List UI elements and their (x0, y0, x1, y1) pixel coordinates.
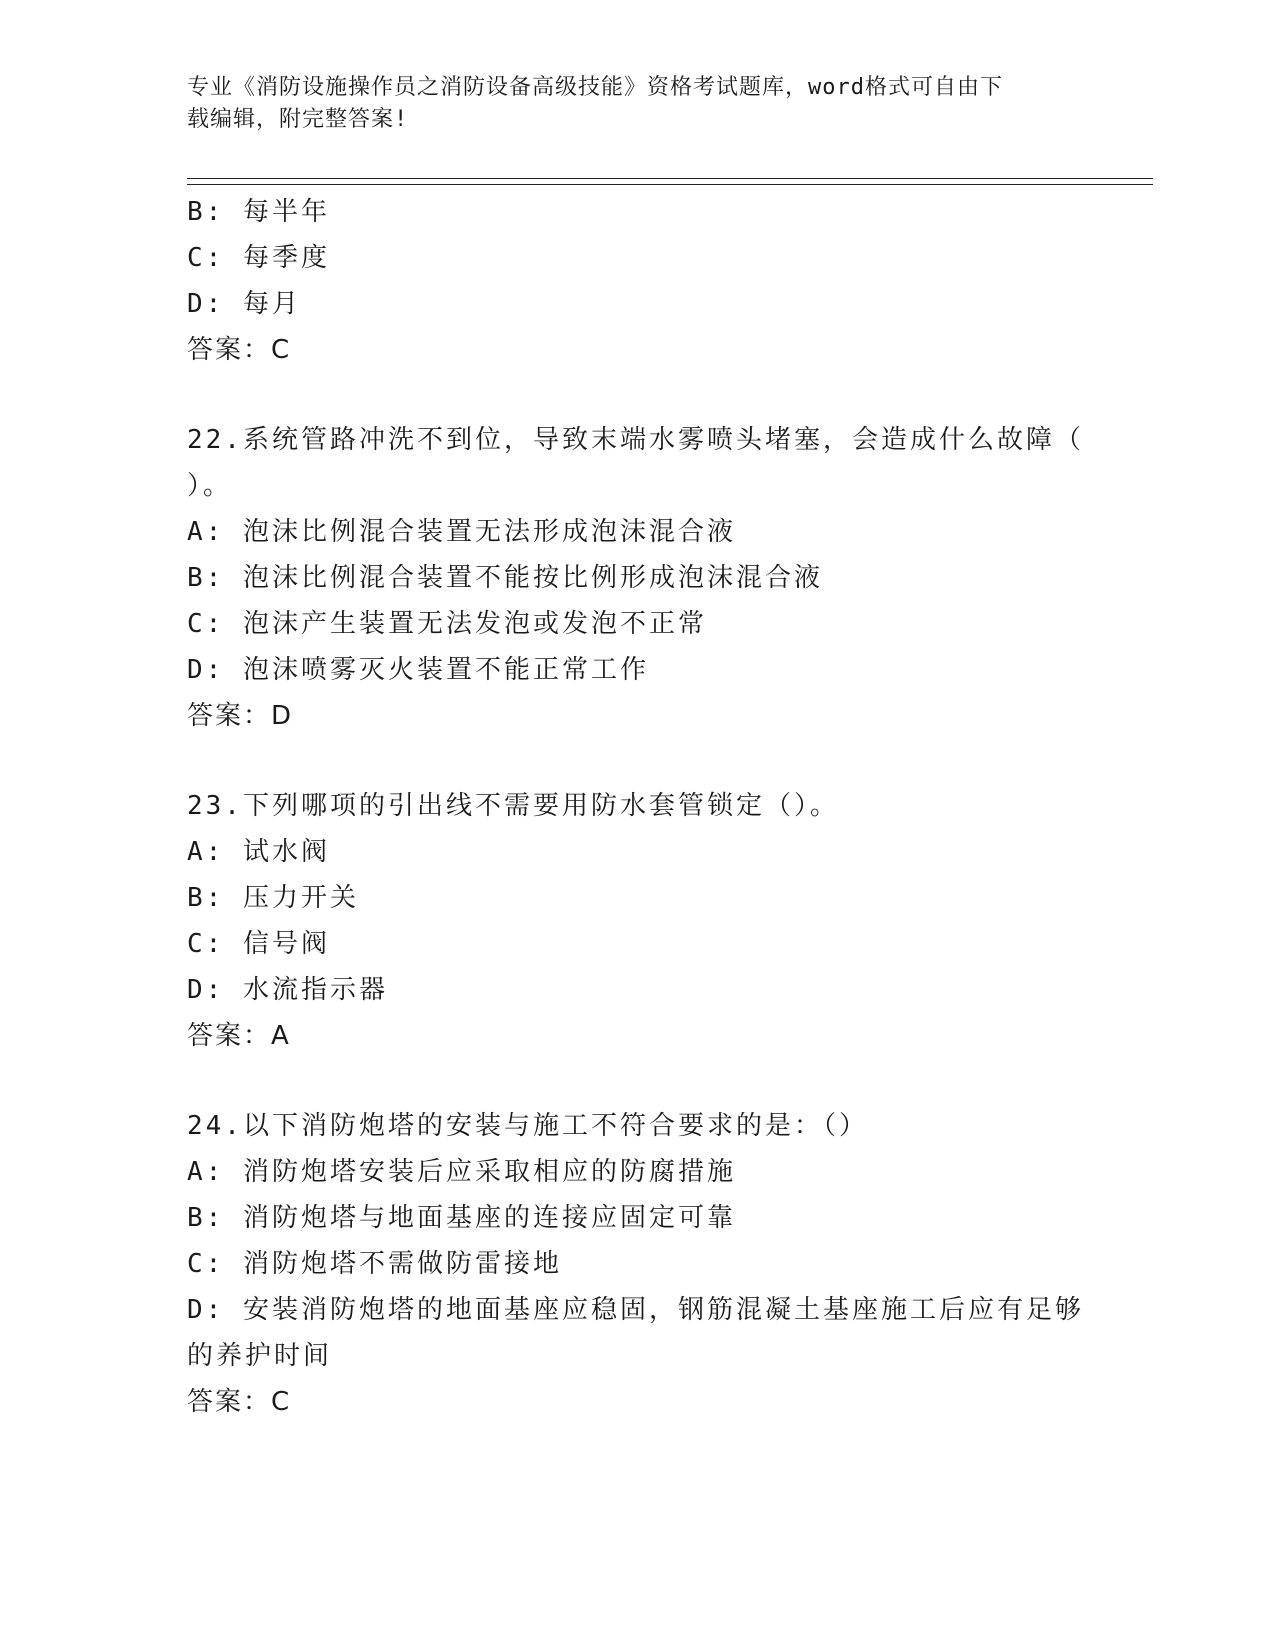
option-a: A: 泡沫比例混合装置无法形成泡沫混合液 (187, 517, 736, 547)
answer-text: 答案：A (187, 1021, 291, 1051)
option-d: D: 每月 (187, 289, 301, 319)
question-stem: 22.系统管路冲洗不到位，导致末端水雾喷头堵塞，会造成什么故障（ (187, 425, 1084, 455)
option-b: B: 消防炮塔与地面基座的连接应固定可靠 (187, 1203, 736, 1233)
option-c: C: 泡沫产生装置无法发泡或发泡不正常 (187, 609, 707, 639)
option-d-continued: 的养护时间 (187, 1341, 333, 1371)
question-22 (187, 417, 1087, 739)
document-header (187, 72, 1077, 136)
option-d: D: 安装消防炮塔的地面基座应稳固，钢筋混凝土基座施工后应有足够 (187, 1295, 1084, 1325)
answer-text: 答案：C (187, 1387, 292, 1417)
answer-text: 答案：D (187, 701, 294, 731)
option-b: B: 压力开关 (187, 883, 359, 913)
spacer (187, 1059, 1087, 1103)
answer-text: 答案：C (187, 335, 292, 365)
header-divider-top (187, 178, 1153, 179)
header-divider-bottom (187, 184, 1153, 185)
option-d: D: 泡沫喷雾灭火装置不能正常工作 (187, 655, 649, 685)
spacer (187, 739, 1087, 783)
option-b: B: 每半年 (187, 197, 330, 227)
option-c: C: 消防炮塔不需做防雷接地 (187, 1249, 562, 1279)
question-24 (187, 1103, 1087, 1425)
option-d: D: 水流指示器 (187, 975, 388, 1005)
option-c: C: 每季度 (187, 243, 330, 273)
option-b: B: 泡沫比例混合装置不能按比例形成泡沫混合液 (187, 563, 823, 593)
spacer (187, 373, 1087, 417)
header-line-1: 专业《消防设施操作员之消防设备高级技能》资格考试题库，word格式可自由下 (187, 75, 1003, 100)
question-23 (187, 783, 1087, 1059)
option-c: C: 信号阀 (187, 929, 330, 959)
question-stem: ）。 (187, 471, 233, 501)
question-stem: 24.以下消防炮塔的安装与施工不符合要求的是：（） (187, 1111, 868, 1141)
question-list (187, 189, 1087, 1425)
question-21-partial (187, 189, 1087, 373)
option-a: A: 消防炮塔安装后应采取相应的防腐措施 (187, 1157, 736, 1187)
option-a: A: 试水阀 (187, 837, 330, 867)
question-stem: 23.下列哪项的引出线不需要用防水套管锁定（）。 (187, 791, 839, 821)
header-line-2: 载编辑，附完整答案! (187, 107, 409, 132)
